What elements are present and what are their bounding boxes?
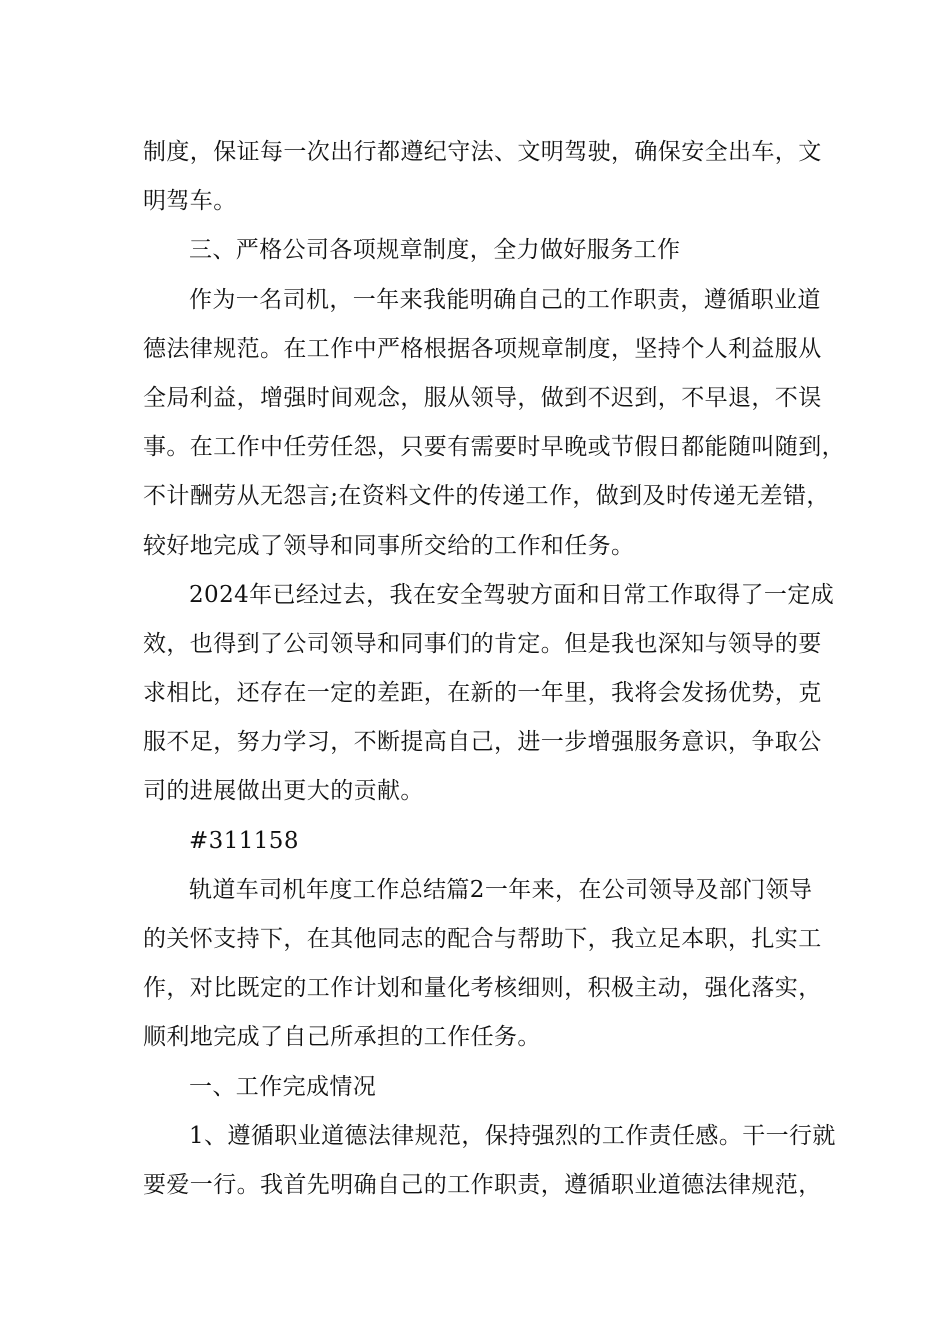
paragraph-line: 制度，保证每一次出行都遵纪守法、文明驾驶，确保安全出车，文: [143, 139, 822, 165]
paragraph-line: 较好地完成了领导和同事所交给的工作和任务。: [143, 532, 635, 559]
document-id: #311158: [189, 827, 299, 854]
paragraph-line: 要爱一行。我首先明确自己的工作职责，遵循职业道德法律规范，: [143, 1171, 822, 1198]
paragraph-line: 的关怀支持下，在其他同志的配合与帮助下，我立足本职，扎实工: [143, 926, 822, 952]
paragraph-line: 明驾车。: [143, 188, 237, 215]
paragraph-line: 德法律规范。在工作中严格根据各项规章制度，坚持个人利益服从: [143, 335, 822, 362]
paragraph-line: 服不足，努力学习，不断提高自己，进一步增强服务意识，争取公: [143, 729, 822, 756]
paragraph-line: 求相比，还存在一定的差距，在新的一年里，我将会发扬优势，克: [143, 680, 822, 707]
paragraph-line: 作，对比既定的工作计划和量化考核细则，积极主动，强化落实，: [143, 975, 822, 1002]
paragraph-line: 全局利益，增强时间观念，服从领导，做到不迟到，不早退，不误: [143, 384, 822, 411]
section-heading: 三、严格公司各项规章制度，全力做好服务工作: [189, 237, 681, 264]
paragraph-line: 轨道车司机年度工作总结篇2一年来，在公司领导及部门领导: [189, 876, 813, 903]
paragraph-line: 事。在工作中任劳任怨，只要有需要时早晚或节假日都能随叫随到，: [143, 434, 845, 461]
paragraph-line: 效，也得到了公司领导和同事们的肯定。但是我也深知与领导的要: [143, 630, 822, 657]
paragraph-line: 2024年已经过去，我在安全驾驶方面和日常工作取得了一定成: [189, 581, 835, 608]
paragraph-line: 顺利地完成了自己所承担的工作任务。: [143, 1024, 541, 1051]
paragraph-line: 不计酬劳从无怨言;在资料文件的传递工作，做到及时传递无差错，: [143, 483, 830, 510]
paragraph-line: 作为一名司机，一年来我能明确自己的工作职责，遵循职业道: [189, 286, 821, 313]
section-heading: 一、工作完成情况: [189, 1073, 377, 1100]
paragraph-line: 司的进展做出更大的贡献。: [143, 778, 424, 805]
paragraph-line: 1、遵循职业道德法律规范，保持强烈的工作责任感。干一行就: [189, 1122, 836, 1149]
document-body: [143, 128, 845, 1210]
